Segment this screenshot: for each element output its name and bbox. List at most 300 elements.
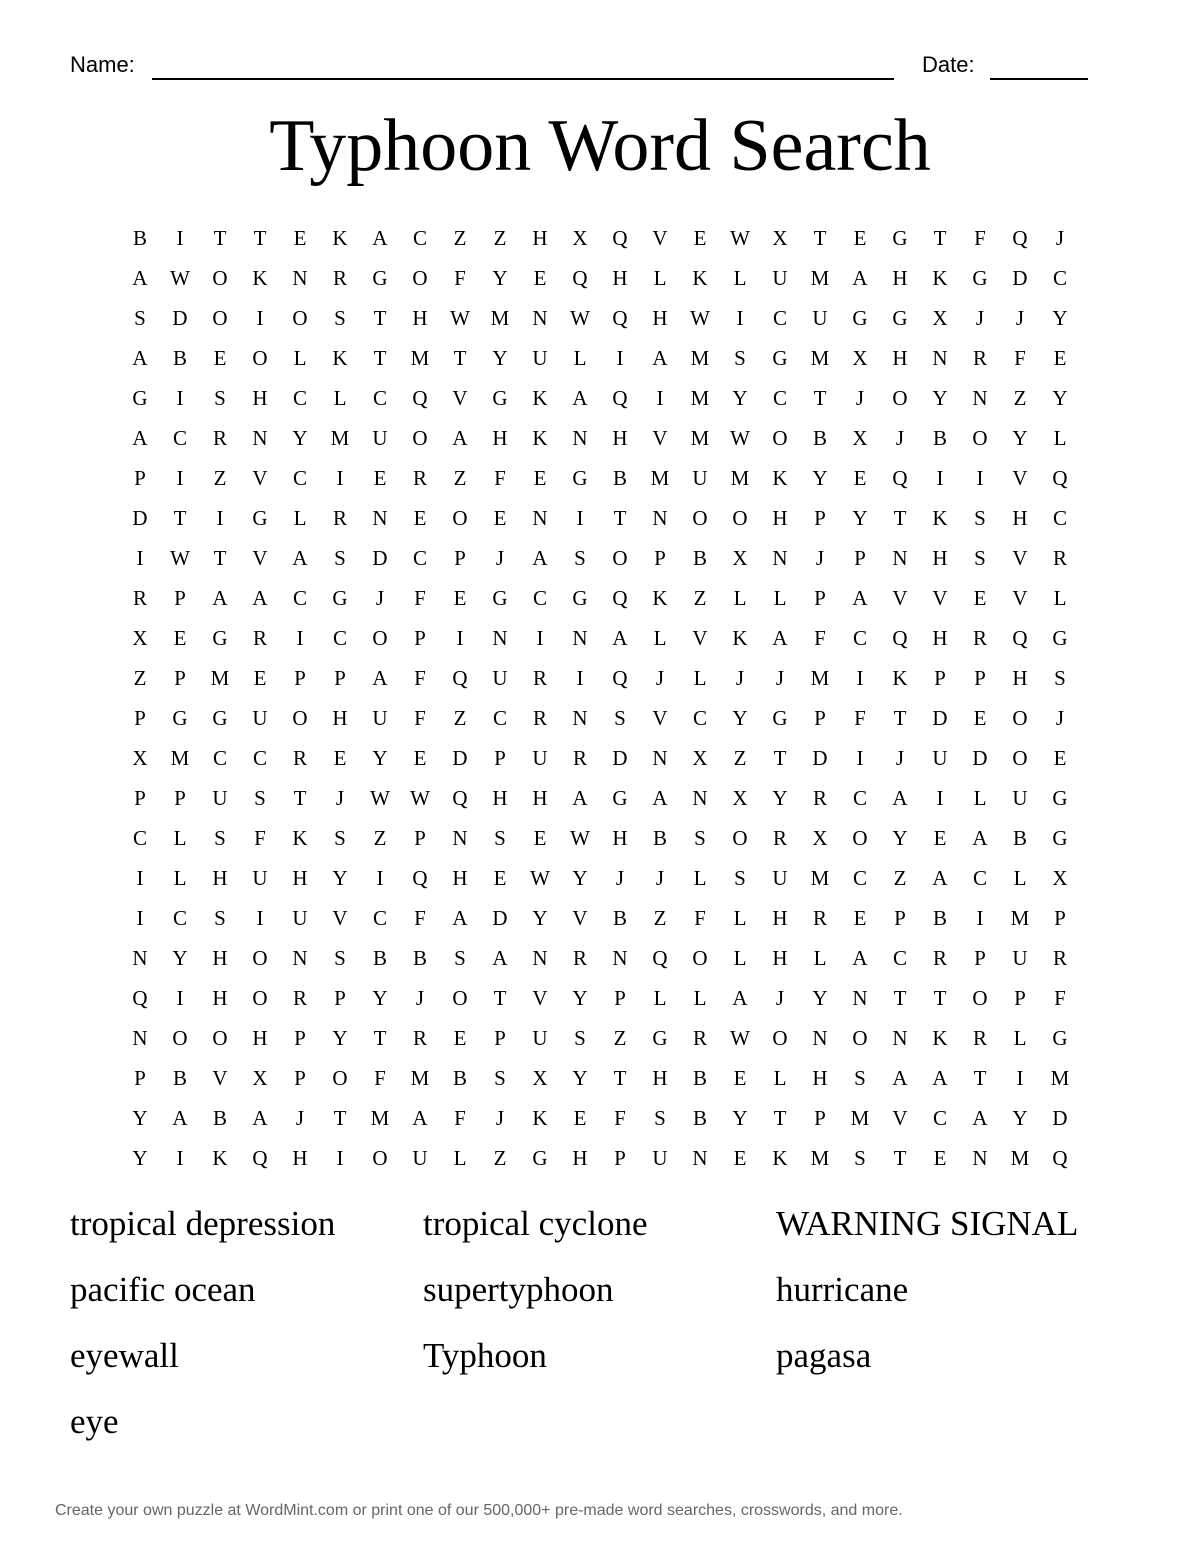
grid-letter: A — [972, 1105, 988, 1130]
grid-letter: X — [532, 1065, 548, 1090]
grid-letter: W — [730, 1025, 750, 1050]
grid-letter: I — [936, 465, 944, 490]
grid-letter: V — [1012, 545, 1028, 570]
grid-letter: H — [212, 865, 228, 890]
grid-letter: Q — [612, 305, 628, 330]
grid-letter: B — [172, 345, 187, 370]
grid-letter: U — [532, 1025, 548, 1050]
grid-letter: V — [892, 1105, 908, 1130]
grid-letter: E — [533, 265, 547, 290]
grid-letter: J — [655, 865, 665, 890]
grid-letter: D — [1012, 265, 1028, 290]
grid-letter: P — [294, 665, 306, 690]
word-list-item: pacific ocean — [70, 1270, 256, 1309]
grid-letter: T — [373, 305, 387, 330]
grid-letter: E — [173, 625, 187, 650]
grid-letter: I — [376, 865, 384, 890]
grid-letter: J — [495, 1105, 505, 1130]
grid-letter: C — [532, 585, 547, 610]
grid-letter: N — [572, 425, 588, 450]
date-label: Date: — [922, 52, 975, 77]
grid-letter: O — [412, 425, 428, 450]
grid-letter: N — [692, 1145, 708, 1170]
grid-letter: R — [572, 945, 587, 970]
grid-letter: H — [532, 225, 548, 250]
grid-letter: S — [614, 705, 626, 730]
grid-letter: I — [576, 505, 584, 530]
grid-letter: M — [850, 1105, 870, 1130]
grid-letter: Z — [1013, 385, 1027, 410]
grid-letter: Z — [733, 745, 747, 770]
grid-letter: R — [692, 1025, 707, 1050]
grid-letter: I — [136, 905, 144, 930]
grid-letter: L — [653, 985, 667, 1010]
grid-letter: M — [210, 665, 230, 690]
grid-letter: C — [412, 225, 427, 250]
grid-letter: J — [415, 985, 425, 1010]
grid-letter: H — [892, 345, 908, 370]
grid-letter: N — [532, 945, 548, 970]
word-list-item: tropical cyclone — [423, 1204, 648, 1243]
grid-letter: Q — [452, 785, 468, 810]
grid-letter: Y — [812, 465, 828, 490]
grid-letter: Y — [1052, 385, 1068, 410]
grid-letter: A — [852, 585, 868, 610]
grid-letter: S — [694, 825, 706, 850]
grid-letter: O — [732, 505, 748, 530]
grid-letter: Q — [1012, 225, 1028, 250]
grid-letter: V — [1012, 465, 1028, 490]
grid-letter: L — [173, 825, 187, 850]
grid-letter: Y — [852, 505, 868, 530]
grid-letter: Z — [453, 465, 467, 490]
grid-letter: C — [252, 745, 267, 770]
grid-letter: U — [812, 305, 828, 330]
grid-letter: G — [852, 305, 868, 330]
grid-letter: X — [732, 785, 748, 810]
grid-letter: O — [972, 425, 988, 450]
grid-letter: H — [452, 865, 468, 890]
grid-letter: T — [293, 785, 307, 810]
grid-letter: R — [252, 625, 267, 650]
grid-letter: J — [775, 985, 785, 1010]
grid-letter: P — [814, 705, 826, 730]
grid-letter: L — [693, 865, 707, 890]
grid-letter: H — [652, 1065, 668, 1090]
grid-letter: A — [452, 425, 468, 450]
grid-letter: I — [576, 665, 584, 690]
grid-letter: B — [172, 1065, 187, 1090]
grid-letter: O — [212, 1025, 228, 1050]
grid-letter: H — [612, 265, 628, 290]
grid-letter: G — [652, 1025, 668, 1050]
grid-letter: F — [494, 465, 506, 490]
name-blank-line — [152, 78, 894, 80]
grid-letter: G — [972, 265, 988, 290]
grid-letter: C — [372, 385, 387, 410]
grid-letter: F — [854, 705, 866, 730]
grid-letter: P — [334, 985, 346, 1010]
grid-letter: G — [212, 625, 228, 650]
grid-letter: K — [932, 505, 948, 530]
grid-letter: K — [772, 1145, 788, 1170]
grid-letter: J — [815, 545, 825, 570]
grid-letter: U — [772, 265, 788, 290]
grid-letter: L — [173, 865, 187, 890]
grid-letter: B — [932, 425, 947, 450]
grid-letter: H — [612, 425, 628, 450]
grid-letter: B — [1012, 825, 1027, 850]
grid-letter: T — [173, 505, 187, 530]
grid-letter: T — [773, 1105, 787, 1130]
grid-letter: Q — [612, 665, 628, 690]
grid-letter: M — [810, 1145, 830, 1170]
grid-letter: L — [693, 665, 707, 690]
grid-letter: Y — [372, 745, 388, 770]
grid-letter: Z — [693, 585, 707, 610]
grid-letter: Y — [292, 425, 308, 450]
grid-letter: S — [974, 505, 986, 530]
grid-letter: D — [372, 545, 388, 570]
grid-letter: A — [372, 225, 388, 250]
grid-letter: A — [892, 785, 908, 810]
grid-letter: Q — [612, 225, 628, 250]
grid-letter: G — [172, 705, 188, 730]
grid-letter: Q — [412, 865, 428, 890]
grid-letter: K — [772, 465, 788, 490]
grid-letter: Y — [372, 985, 388, 1010]
grid-letter: Y — [572, 1065, 588, 1090]
grid-letter: B — [692, 545, 707, 570]
grid-letter: Z — [893, 865, 907, 890]
grid-letter: O — [1012, 705, 1028, 730]
grid-letter: Y — [492, 345, 508, 370]
grid-letter: E — [733, 1145, 747, 1170]
grid-letter: N — [572, 705, 588, 730]
grid-letter: G — [772, 705, 788, 730]
word-list-item: pagasa — [776, 1336, 872, 1375]
grid-letter: K — [932, 1025, 948, 1050]
grid-letter: C — [692, 705, 707, 730]
word-list-item: hurricane — [776, 1270, 909, 1309]
grid-letter: R — [292, 985, 307, 1010]
grid-letter: N — [972, 1145, 988, 1170]
grid-letter: C — [172, 905, 187, 930]
grid-letter: B — [692, 1105, 707, 1130]
grid-letter: A — [732, 985, 748, 1010]
grid-letter: N — [252, 425, 268, 450]
grid-letter: J — [335, 785, 345, 810]
grid-letter: T — [773, 745, 787, 770]
grid-letter: I — [536, 625, 544, 650]
grid-letter: R — [412, 465, 427, 490]
grid-letter: I — [216, 505, 224, 530]
grid-letter: V — [652, 705, 668, 730]
grid-letter: O — [1012, 745, 1028, 770]
grid-letter: H — [492, 785, 508, 810]
grid-letter: G — [892, 305, 908, 330]
grid-letter: Q — [612, 585, 628, 610]
grid-letter: E — [453, 585, 467, 610]
grid-letter: V — [572, 905, 588, 930]
grid-letter: O — [372, 625, 388, 650]
grid-letter: B — [212, 1105, 227, 1130]
grid-letter: C — [372, 905, 387, 930]
grid-letter: I — [336, 1145, 344, 1170]
grid-letter: H — [252, 1025, 268, 1050]
grid-letter: N — [492, 625, 508, 650]
grid-letter: U — [1012, 785, 1028, 810]
grid-letter: H — [932, 545, 948, 570]
grid-letter: X — [1052, 865, 1068, 890]
grid-letter: M — [810, 665, 830, 690]
grid-letter: D — [452, 745, 468, 770]
grid-letter: S — [454, 945, 466, 970]
grid-letter: C — [412, 545, 427, 570]
grid-letter: O — [252, 945, 268, 970]
grid-letter: B — [812, 425, 827, 450]
grid-letter: R — [972, 625, 987, 650]
grid-letter: P — [134, 465, 146, 490]
grid-letter: E — [973, 585, 987, 610]
grid-letter: I — [736, 305, 744, 330]
word-list-item: tropical depression — [70, 1204, 336, 1243]
grid-letter: W — [170, 265, 190, 290]
grid-letter: R — [332, 505, 347, 530]
grid-letter: N — [932, 345, 948, 370]
grid-letter: Y — [332, 1025, 348, 1050]
grid-letter: I — [336, 465, 344, 490]
grid-letter: C — [772, 305, 787, 330]
grid-letter: K — [932, 265, 948, 290]
grid-letter: H — [892, 265, 908, 290]
grid-letter: U — [252, 865, 268, 890]
grid-letter: G — [492, 385, 508, 410]
grid-letter: M — [810, 265, 830, 290]
grid-letter: J — [1055, 705, 1065, 730]
grid-letter: E — [853, 905, 867, 930]
grid-letter: S — [494, 825, 506, 850]
grid-letter: T — [253, 225, 267, 250]
grid-letter: W — [730, 425, 750, 450]
grid-letter: J — [1015, 305, 1025, 330]
grid-letter: Z — [133, 665, 147, 690]
grid-letter: E — [573, 1105, 587, 1130]
grid-letter: F — [414, 905, 426, 930]
grid-letter: J — [615, 865, 625, 890]
grid-letter: N — [452, 825, 468, 850]
grid-letter: D — [972, 745, 988, 770]
grid-letter: W — [570, 305, 590, 330]
grid-letter: C — [772, 385, 787, 410]
grid-letter: J — [895, 425, 905, 450]
grid-letter: Q — [1012, 625, 1028, 650]
grid-letter: C — [292, 465, 307, 490]
grid-letter: Z — [653, 905, 667, 930]
page-title: Typhoon Word Search — [269, 105, 931, 187]
grid-letter: T — [893, 705, 907, 730]
grid-letter: L — [293, 505, 307, 530]
grid-letter: N — [852, 985, 868, 1010]
grid-letter: X — [692, 745, 708, 770]
grid-letter: F — [694, 905, 706, 930]
grid-letter: T — [813, 385, 827, 410]
grid-letter: Q — [892, 465, 908, 490]
grid-letter: K — [252, 265, 268, 290]
grid-letter: F — [254, 825, 266, 850]
grid-letter: I — [616, 345, 624, 370]
grid-letter: T — [613, 505, 627, 530]
grid-letter: G — [1052, 785, 1068, 810]
word-list-item: eye — [70, 1402, 119, 1441]
grid-letter: J — [655, 665, 665, 690]
grid-letter: A — [132, 345, 148, 370]
grid-letter: N — [372, 505, 388, 530]
grid-letter: Z — [493, 1145, 507, 1170]
grid-letter: P — [654, 545, 666, 570]
grid-letter: G — [212, 705, 228, 730]
grid-letter: Z — [453, 225, 467, 250]
grid-letter: T — [453, 345, 467, 370]
grid-letter: H — [292, 865, 308, 890]
grid-letter: H — [332, 705, 348, 730]
grid-letter: A — [932, 1065, 948, 1090]
grid-letter: W — [730, 225, 750, 250]
grid-letter: O — [412, 265, 428, 290]
grid-letter: T — [213, 545, 227, 570]
grid-letter: L — [1053, 585, 1067, 610]
grid-letter: E — [693, 225, 707, 250]
grid-letter: Y — [332, 865, 348, 890]
grid-letter: I — [176, 225, 184, 250]
grid-letter: E — [453, 1025, 467, 1050]
grid-letter: V — [1012, 585, 1028, 610]
grid-letter: H — [1012, 665, 1028, 690]
grid-letter: Y — [492, 265, 508, 290]
grid-letter: Q — [572, 265, 588, 290]
grid-letter: K — [212, 1145, 228, 1170]
grid-letter: U — [372, 705, 388, 730]
grid-letter: J — [975, 305, 985, 330]
grid-letter: M — [1050, 1065, 1070, 1090]
grid-letter: F — [614, 1105, 626, 1130]
grid-letter: M — [690, 425, 710, 450]
grid-letter: S — [494, 1065, 506, 1090]
grid-letter: Q — [132, 985, 148, 1010]
letter-grid — [120, 218, 1080, 1178]
grid-letter: Z — [373, 825, 387, 850]
grid-letter: L — [813, 945, 827, 970]
grid-letter: F — [454, 1105, 466, 1130]
grid-letter: J — [895, 745, 905, 770]
grid-letter: L — [1053, 425, 1067, 450]
grid-letter: F — [414, 705, 426, 730]
grid-letter: Y — [892, 825, 908, 850]
grid-letter: Y — [812, 985, 828, 1010]
grid-letter: C — [852, 785, 867, 810]
grid-letter: X — [572, 225, 588, 250]
grid-letter: P — [414, 825, 426, 850]
grid-letter: G — [1052, 825, 1068, 850]
grid-letter: F — [814, 625, 826, 650]
grid-letter: F — [1014, 345, 1026, 370]
grid-letter: I — [136, 545, 144, 570]
grid-letter: B — [612, 905, 627, 930]
grid-letter: G — [532, 1145, 548, 1170]
grid-letter: T — [933, 985, 947, 1010]
grid-letter: Y — [1012, 1105, 1028, 1130]
grid-letter: E — [493, 865, 507, 890]
grid-letter: K — [532, 385, 548, 410]
grid-letter: P — [814, 585, 826, 610]
grid-letter: M — [410, 1065, 430, 1090]
grid-letter: P — [894, 905, 906, 930]
grid-letter: J — [775, 665, 785, 690]
grid-letter: Q — [452, 665, 468, 690]
grid-letter: H — [772, 505, 788, 530]
grid-letter: J — [495, 545, 505, 570]
grid-letter: T — [373, 1025, 387, 1050]
grid-letter: O — [852, 825, 868, 850]
grid-letter: V — [532, 985, 548, 1010]
grid-letter: Y — [772, 785, 788, 810]
grid-letter: K — [892, 665, 908, 690]
grid-letter: O — [972, 985, 988, 1010]
grid-letter: I — [936, 785, 944, 810]
grid-letter: P — [814, 505, 826, 530]
grid-letter: H — [652, 305, 668, 330]
grid-letter: S — [334, 945, 346, 970]
grid-letter: M — [330, 425, 350, 450]
grid-letter: R — [932, 945, 947, 970]
grid-letter: T — [893, 1145, 907, 1170]
grid-letter: J — [295, 1105, 305, 1130]
grid-letter: S — [734, 345, 746, 370]
grid-letter: T — [333, 1105, 347, 1130]
grid-letter: W — [450, 305, 470, 330]
grid-letter: S — [214, 825, 226, 850]
grid-letter: G — [572, 465, 588, 490]
grid-letter: S — [214, 905, 226, 930]
grid-letter: U — [372, 425, 388, 450]
grid-letter: A — [972, 825, 988, 850]
grid-letter: R — [1052, 945, 1067, 970]
grid-letter: A — [252, 585, 268, 610]
grid-letter: C — [972, 865, 987, 890]
grid-letter: P — [854, 545, 866, 570]
grid-letter: S — [854, 1065, 866, 1090]
date-blank-line — [990, 78, 1088, 80]
grid-letter: O — [332, 1065, 348, 1090]
grid-letter: L — [693, 985, 707, 1010]
grid-letter: O — [892, 385, 908, 410]
grid-letter: E — [533, 825, 547, 850]
grid-letter: D — [1052, 1105, 1068, 1130]
grid-letter: G — [372, 265, 388, 290]
grid-letter: T — [893, 985, 907, 1010]
grid-letter: M — [410, 345, 430, 370]
grid-letter: O — [292, 305, 308, 330]
grid-letter: K — [332, 345, 348, 370]
grid-letter: E — [413, 505, 427, 530]
grid-letter: M — [690, 345, 710, 370]
grid-letter: S — [134, 305, 146, 330]
grid-letter: I — [176, 465, 184, 490]
grid-letter: A — [572, 385, 588, 410]
grid-letter: Y — [732, 705, 748, 730]
grid-letter: L — [1013, 865, 1027, 890]
grid-letter: F — [414, 585, 426, 610]
